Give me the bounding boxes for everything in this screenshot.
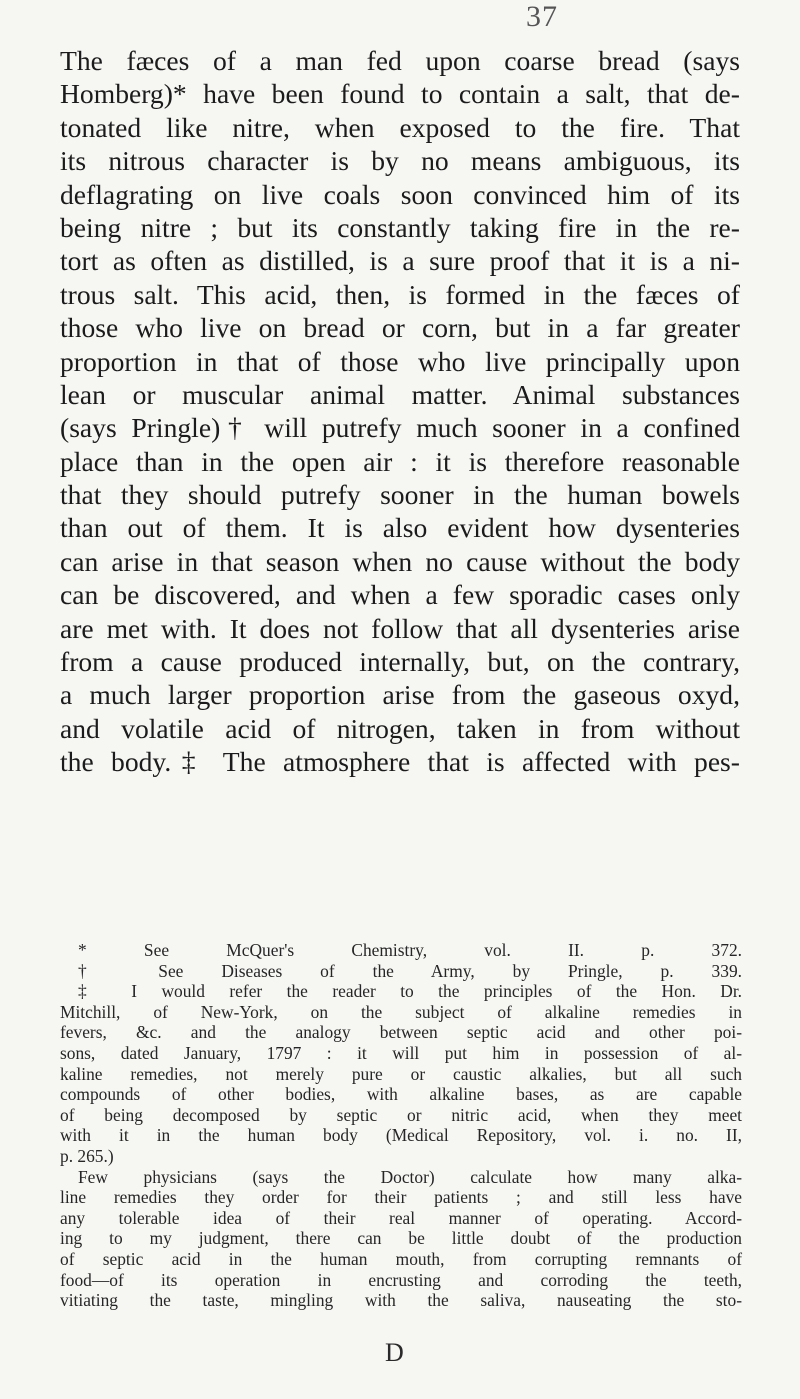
body-line: are met with. It does not follow that all dysenteries arise bbox=[60, 612, 740, 644]
footnote-line: sons, dated January, 1797 : it will put him in possession of al- bbox=[60, 1042, 742, 1063]
body-line: a much larger proportion arise from the gaseous oxyd, bbox=[60, 679, 740, 711]
footnote-line: * See McQuer's Chemistry, vol. II. p. 372. bbox=[78, 940, 742, 960]
footnote-line: fevers, &c. and the analogy between septic acid and other poi- bbox=[60, 1022, 742, 1043]
footnote-line: of septic acid in the human mouth, from corrupting remnants of bbox=[60, 1248, 742, 1269]
body-line: being nitre ; but its constantly taking fire in the re- bbox=[60, 211, 740, 243]
footnote-line: compounds of other bodies, with alkaline bases, as are capable bbox=[60, 1084, 742, 1105]
footnote-line: ing to my judgment, there can be little doubt of the production bbox=[60, 1228, 742, 1249]
page-number: 37 bbox=[526, 0, 558, 33]
body-text bbox=[60, 44, 740, 779]
footnote-line: kaline remedies, not merely pure or caustic alkalies, but all such bbox=[60, 1063, 742, 1084]
signature-mark: D bbox=[385, 1338, 405, 1367]
body-line: from a cause produced internally, but, on the contrary, bbox=[60, 646, 740, 678]
body-line: deflagrating on live coals soon convinced him of its bbox=[60, 178, 740, 210]
footnote-line: Mitchill, of New-York, on the subject of alkaline remedies in bbox=[60, 1001, 742, 1022]
body-line: lean or muscular animal matter. Animal substances bbox=[60, 378, 740, 410]
body-line: can be discovered, and when a few sporadic cases only bbox=[60, 579, 740, 611]
body-line: tonated like nitre, when exposed to the fire. That bbox=[60, 111, 740, 143]
body-line: that they should putrefy sooner in the human bowels bbox=[60, 479, 740, 511]
footnote-line: line remedies they order for their patients ; and still less have bbox=[60, 1187, 742, 1208]
footnote-line: ‡ I would refer the reader to the principles of the Hon. Dr. bbox=[78, 981, 742, 1002]
body-line: place than in the open air : it is therefore reasonable bbox=[60, 445, 740, 477]
body-line: than out of them. It is also evident how dysenteries bbox=[60, 512, 740, 544]
body-line: the body.‡ The atmosphere that is affected with pes- bbox=[60, 746, 740, 778]
body-line: trous salt. This acid, then, is formed in the fæces of bbox=[60, 278, 740, 310]
body-line: (says Pringle)† will putrefy much sooner in a confined bbox=[60, 412, 740, 444]
body-line: tort as often as distilled, is a sure proof that it is a ni- bbox=[60, 245, 740, 277]
body-line: proportion in that of those who live principally upon bbox=[60, 345, 740, 377]
body-line: The fæces of a man fed upon coarse bread (says bbox=[60, 45, 740, 76]
body-line: can arise in that season when no cause without the body bbox=[60, 545, 740, 577]
footnote-line: vitiating the taste, mingling with the saliva, nauseating the sto- bbox=[60, 1290, 742, 1311]
footnote-line: any tolerable idea of their real manner of operating. Accord- bbox=[60, 1207, 742, 1228]
body-line: those who live on bread or corn, but in a far greater bbox=[60, 312, 740, 344]
body-line: Homberg)* have been found to contain a salt, that de- bbox=[60, 78, 740, 110]
body-line: and volatile acid of nitrogen, taken in from without bbox=[60, 712, 740, 744]
footnote-line: † See Diseases of the Army, by Pringle, p. 339. bbox=[78, 960, 742, 981]
footnote-line: p. 265.) bbox=[60, 1145, 114, 1166]
footnote-line: Few physicians (says the Doctor) calculate how many alka- bbox=[78, 1166, 742, 1187]
footnotes bbox=[60, 940, 742, 1311]
body-line: its nitrous character is by no means ambiguous, its bbox=[60, 145, 740, 177]
footnote-line: food—of its operation in encrusting and corroding the teeth, bbox=[60, 1269, 742, 1290]
footnote-line: of being decomposed by septic or nitric acid, when they meet bbox=[60, 1104, 742, 1125]
footnote-line: with it in the human body (Medical Repository, vol. i. no. II, bbox=[60, 1125, 742, 1146]
